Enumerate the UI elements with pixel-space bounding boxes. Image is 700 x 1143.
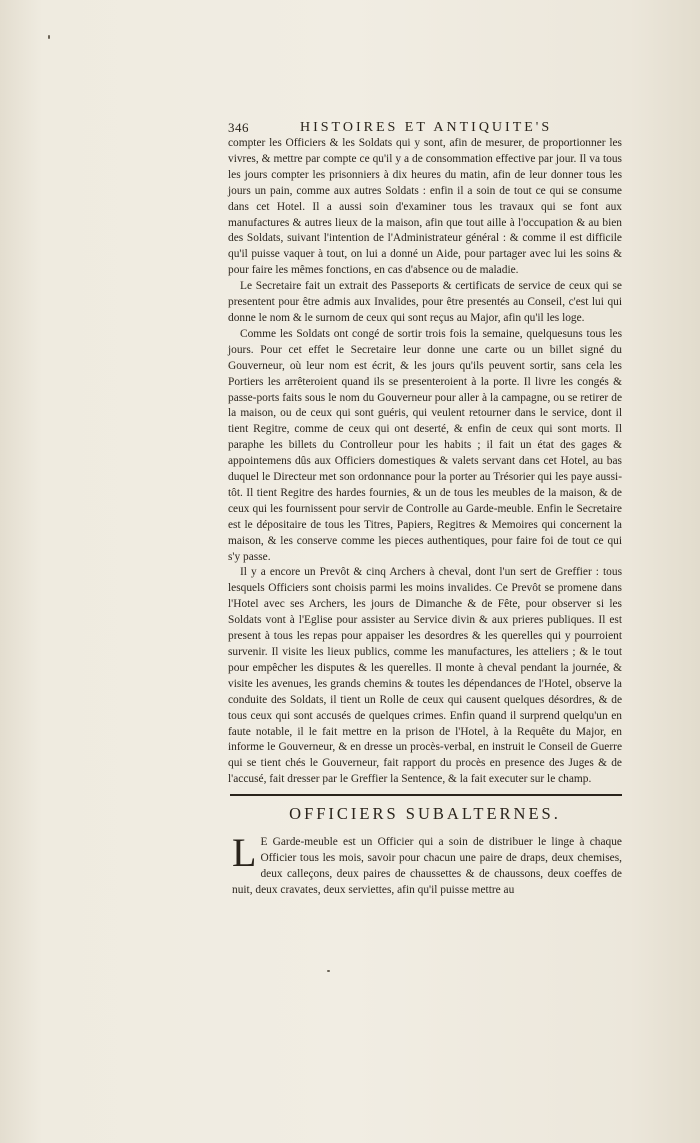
paragraph: Comme les Soldats ont congé de sortir trois fois la semaine, quelquesuns tous les jours. Pour cet effet le Secretaire leur donne une carte ou un billet signé du Gouverneur, où leur nom est écrit, & les jours qu'ils peuvent sortir, sans cela les Portiers les arrêteroient quand ils se presenteroient à la porte. Il livre les congés & passe-ports faits sous le nom du Gouverneur pour aller à la campagne, ou se retirer de la maison, ou de ceux qui sont guéris, qui veulent retourner dans le service, dont il tient Regitre, comme de ceux qui ont deserté, & enfin de ceux qui sont morts. Il paraphe les billets du Controlleur pour les habits ; il fait un état des gages & appointemens dûs aux Officiers domestiques & valets servant dans cet Hotel, au bas duquel le Directeur met son ordonnance pour la porter au Trésorier qui les paye aussi-tôt. Il tient Regitre des hardes fournies, & un de tous les meubles de la maison, & de ceux qui les fournissent pour servir de Controlle au Garde-meuble. Enfin le Secretaire est le dépositaire de tous les Titres, Papiers, Regitres & Memoires qui concernent la maison, & les conserve comme les pieces authentiques, pour faire foi de tout ce qui s'y passe. xyxy=(228,327,622,563)
section-divider xyxy=(230,794,622,796)
section-title: OFFICIERS SUBALTERNES. xyxy=(289,804,561,823)
running-title: HISTOIRES ET ANTIQUITE'S xyxy=(300,120,553,135)
main-text xyxy=(228,136,622,788)
paragraph: Le Secretaire fait un extrait des Passeports & certificats de service de ceux qui se presentent pour être admis aux Invalides, pour être presentés au Conseil, c'est lui qui donne le nom & le surnom de ceux qui sont reçus au Major, afin qu'il les loge. xyxy=(228,280,622,324)
paper-speck xyxy=(48,35,50,39)
section-text xyxy=(232,830,622,898)
paper-speck xyxy=(327,970,330,972)
paragraph: Il y a encore un Prevôt & cinq Archers à cheval, dont l'un sert de Greffier : tous lesquels Officiers sont choisis parmi les moins invalides. Ce Prevôt se promene dans l'Hotel avec ses Archers, les jours de Dimanche & de Fête, pour observer si les Soldats vont à l'Eglise pour assister au Service divin & aux prieres publiques. Il est present à tous les repas pour appaiser les desordres & les querelles qui y pourroient survenir. Il visite les lieux publics, comme les manufactures, les atteliers ; & le tout pour empêcher les disputes & les querelles. Il monte à cheval pendant la journée, & visite les avenues, les grands chemins & toutes les dépendances de l'Hotel, observe la conduite des Soldats, il tient un Rolle de ceux qui causent quelques désordres, & de tous ceux qui sont accusés de quelques crimes. Enfin quand il surprend quelqu'un en faute notable, il le fait mettre en la prison de l'Hotel, à la Requête du Major, en informe le Gouverneur, & en dresse un procès-verbal, en instruit le Conseil de Guerre qui se tient chés le Gouverneur, fait rapport du procès en presence des Juges & de l'accusé, fait dresser par le Greffier la Sentence, & la fait executer sur le champ. xyxy=(228,566,622,786)
page-number: 346 xyxy=(228,120,249,135)
section-paragraph: E Garde-meuble est un Officier qui a soin de distribuer le linge à chaque Officier tous les mois, savoir pour chacun une paire de draps, deux chemises, deux calleçons, deux paires de chaussettes & de chaussons, deux coeffes de nuit, deux cravates, deux serviettes, afin qu'il puisse mettre au xyxy=(232,836,622,896)
drop-cap: L xyxy=(232,830,257,875)
paragraph: compter les Officiers & les Soldats qui y sont, afin de mesurer, de proportionner les vivres, & mettre par compte ce qu'il y a de consommation effective par jour. Il va tous les jours compter les prisonniers à dix heures du matin, afin de leur donner tous les jours un pain, comme aux autres Soldats : enfin il a soin de tout ce qui se consume dans cet Hotel. Il a aussi soin d'examiner tous les travaux qui se font aux manufactures & autres lieux de la maison, afin que tout aille à l'occupation & au bien des Soldats, suivant l'intention de l'Administrateur général : & comme il est difficile qu'il puisse vaquer à tout, on lui a donné un Aide, pour partager avec lui les soins & pour faire les mêmes fonctions, en cas d'absence ou de maladie. xyxy=(228,137,622,277)
